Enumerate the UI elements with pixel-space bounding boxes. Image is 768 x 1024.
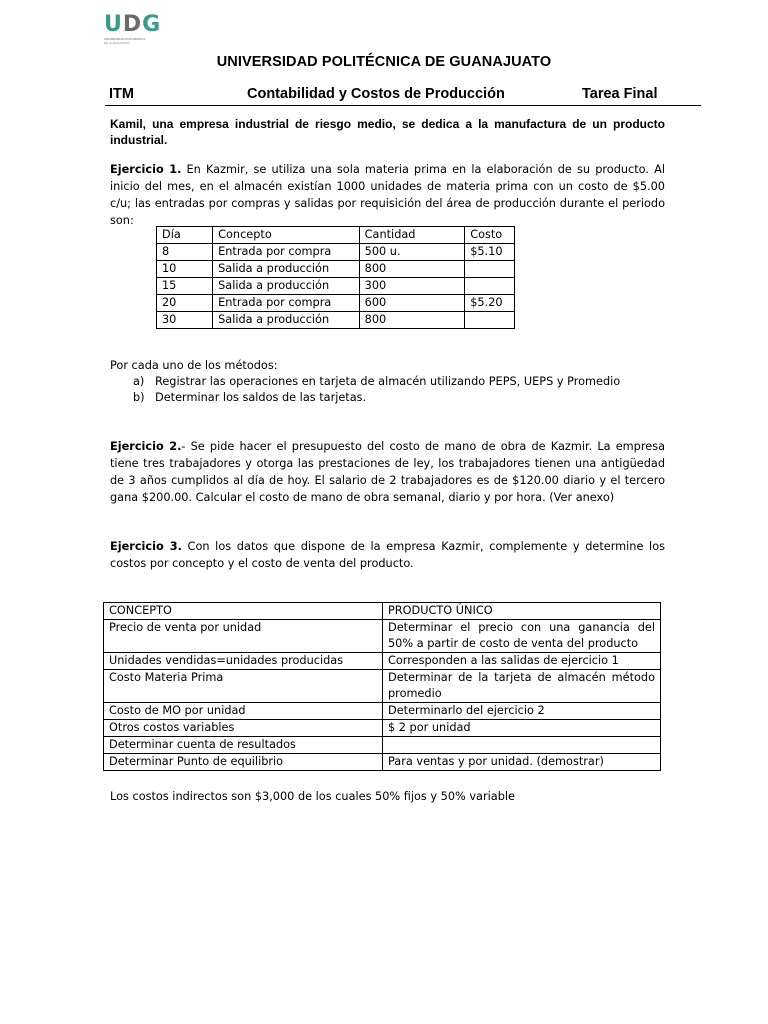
table-cell: Determinar cuenta de resultados — [104, 737, 383, 754]
table-cell: 800 — [359, 312, 465, 329]
list-item — [133, 390, 620, 406]
list-marker: b) — [133, 391, 145, 404]
table-cell: Entrada por compra — [213, 244, 360, 261]
ejercicio-2-text: - Se pide hacer el presupuesto del costo de mano de obra de Kazmir. La empresa tiene tres trabajadores y otorga las prestaciones de ley, los trabajadores tienen una antigüedad de 3 años cumplidos al día de hoy. El salario de 2 trabajadores es de $120.00 diario y el tercero gana $200.00. Calcular el costo de mano de obra semanal, diario y por hora. (Ver anexo) — [110, 440, 666, 504]
list-item-text: Registrar las operaciones en tarjeta de almacén utilizando PEPS, UEPS y Promedio — [155, 375, 621, 388]
table-row — [104, 754, 661, 771]
table-row — [104, 737, 661, 754]
table-cell — [465, 261, 515, 278]
table-cell — [465, 312, 515, 329]
table-cell: Unidades vendidas=unidades producidas — [104, 653, 383, 670]
table-cell: 800 — [359, 261, 465, 278]
logo-letter-u: U — [104, 12, 122, 37]
table-row — [157, 244, 515, 261]
table-cell: 20 — [157, 295, 213, 312]
ejercicio-3-label: Ejercicio 3. — [110, 540, 182, 553]
ejercicio-1-paragraph — [110, 161, 665, 229]
logo-letter-d: D — [122, 12, 142, 37]
table-row — [104, 703, 661, 720]
table-cell: Costo — [465, 227, 515, 244]
course-header — [109, 86, 701, 104]
header-assignment: Tarea Final — [582, 86, 658, 102]
table-cell: Costo Materia Prima — [104, 670, 383, 703]
table-cell: Determinar el precio con una ganancia del 50% a partir de costo de venta del producto — [383, 620, 661, 653]
logo-letter-g: G — [142, 12, 161, 37]
table-cell: Precio de venta por unidad — [104, 620, 383, 653]
table-cell: Costo de MO por unidad — [104, 703, 383, 720]
table-row — [157, 278, 515, 295]
logo-subtitle-2: DE GUANAJUATO — [104, 41, 130, 45]
ejercicio-2-paragraph — [110, 438, 665, 506]
table-cell: Determinarlo del ejercicio 2 — [383, 703, 661, 720]
logo-subtitle: UNIVERSIDAD POLITÉCNICA — [104, 37, 146, 41]
university-logo — [104, 14, 170, 48]
table-row — [104, 653, 661, 670]
table-row — [104, 670, 661, 703]
table-cell: Determinar Punto de equilibrio — [104, 754, 383, 771]
table-cell: 300 — [359, 278, 465, 295]
university-title: UNIVERSIDAD POLITÉCNICA DE GUANAJUATO — [216, 54, 552, 70]
table-cell: Entrada por compra — [213, 295, 360, 312]
table-row — [104, 720, 661, 737]
table-header-row — [157, 227, 515, 244]
table-cell: 15 — [157, 278, 213, 295]
table-cell: Día — [157, 227, 213, 244]
ejercicio-1-label: Ejercicio 1. — [110, 163, 182, 176]
list-item — [133, 374, 620, 390]
header-course: Contabilidad y Costos de Producción — [247, 86, 505, 102]
table-cell: PRODUCTO ÚNICO — [383, 603, 661, 620]
table-cell: 500 u. — [359, 244, 465, 261]
table-cell: 8 — [157, 244, 213, 261]
intro-paragraph: Kamil, una empresa industrial de riesgo medio, se dedica a la manufactura de un producto industrial. — [110, 117, 665, 147]
table-row — [104, 620, 661, 653]
table-header-row — [104, 603, 661, 620]
methods-intro: Por cada uno de los métodos: — [110, 359, 278, 372]
cost-concepts-table — [103, 602, 661, 771]
table-cell: Otros costos variables — [104, 720, 383, 737]
ejercicio-1-text: En Kazmir, se utiliza una sola materia prima en la elaboración de su producto. Al inicio del mes, en el almacén existían 1000 unidades de materia prima con un costo de $5.00 c/u; las entradas por compras y salidas por requisición del área de producción durante el periodo son: — [110, 163, 665, 227]
ejercicio-3-paragraph — [110, 538, 665, 572]
table-cell: Concepto — [213, 227, 360, 244]
table-row — [157, 312, 515, 329]
table-cell: Para ventas y por unidad. (demostrar) — [383, 754, 661, 771]
list-marker: a) — [133, 375, 145, 388]
table-row — [157, 295, 515, 312]
ejercicio-3-text: Con los datos que dispone de la empresa Kazmir, complemente y determine los costos por concepto y el costo de venta del producto. — [110, 540, 665, 570]
indirect-costs-note: Los costos indirectos son $3,000 de los cuales 50% fijos y 50% variable — [110, 790, 515, 803]
table-cell: 30 — [157, 312, 213, 329]
table-row — [157, 261, 515, 278]
table-cell: 600 — [359, 295, 465, 312]
table-cell: 10 — [157, 261, 213, 278]
table-cell: Salida a producción — [213, 261, 360, 278]
table-cell — [465, 278, 515, 295]
methods-list — [133, 374, 620, 406]
table-cell: Salida a producción — [213, 312, 360, 329]
list-item-text: Determinar los saldos de las tarjetas. — [155, 391, 367, 404]
table-cell: Salida a producción — [213, 278, 360, 295]
table-cell: Cantidad — [359, 227, 465, 244]
table-cell: Corresponden a las salidas de ejercicio 1 — [383, 653, 661, 670]
header-program: ITM — [109, 86, 134, 102]
table-cell: CONCEPTO — [104, 603, 383, 620]
table-cell — [383, 737, 661, 754]
table-cell: $5.20 — [465, 295, 515, 312]
table-cell: Determinar de la tarjeta de almacén método promedio — [383, 670, 661, 703]
table-cell: $5.10 — [465, 244, 515, 261]
header-divider — [105, 105, 701, 106]
inventory-movements-table — [156, 226, 515, 329]
table-cell: $ 2 por unidad — [383, 720, 661, 737]
ejercicio-2-label: Ejercicio 2. — [110, 440, 182, 453]
